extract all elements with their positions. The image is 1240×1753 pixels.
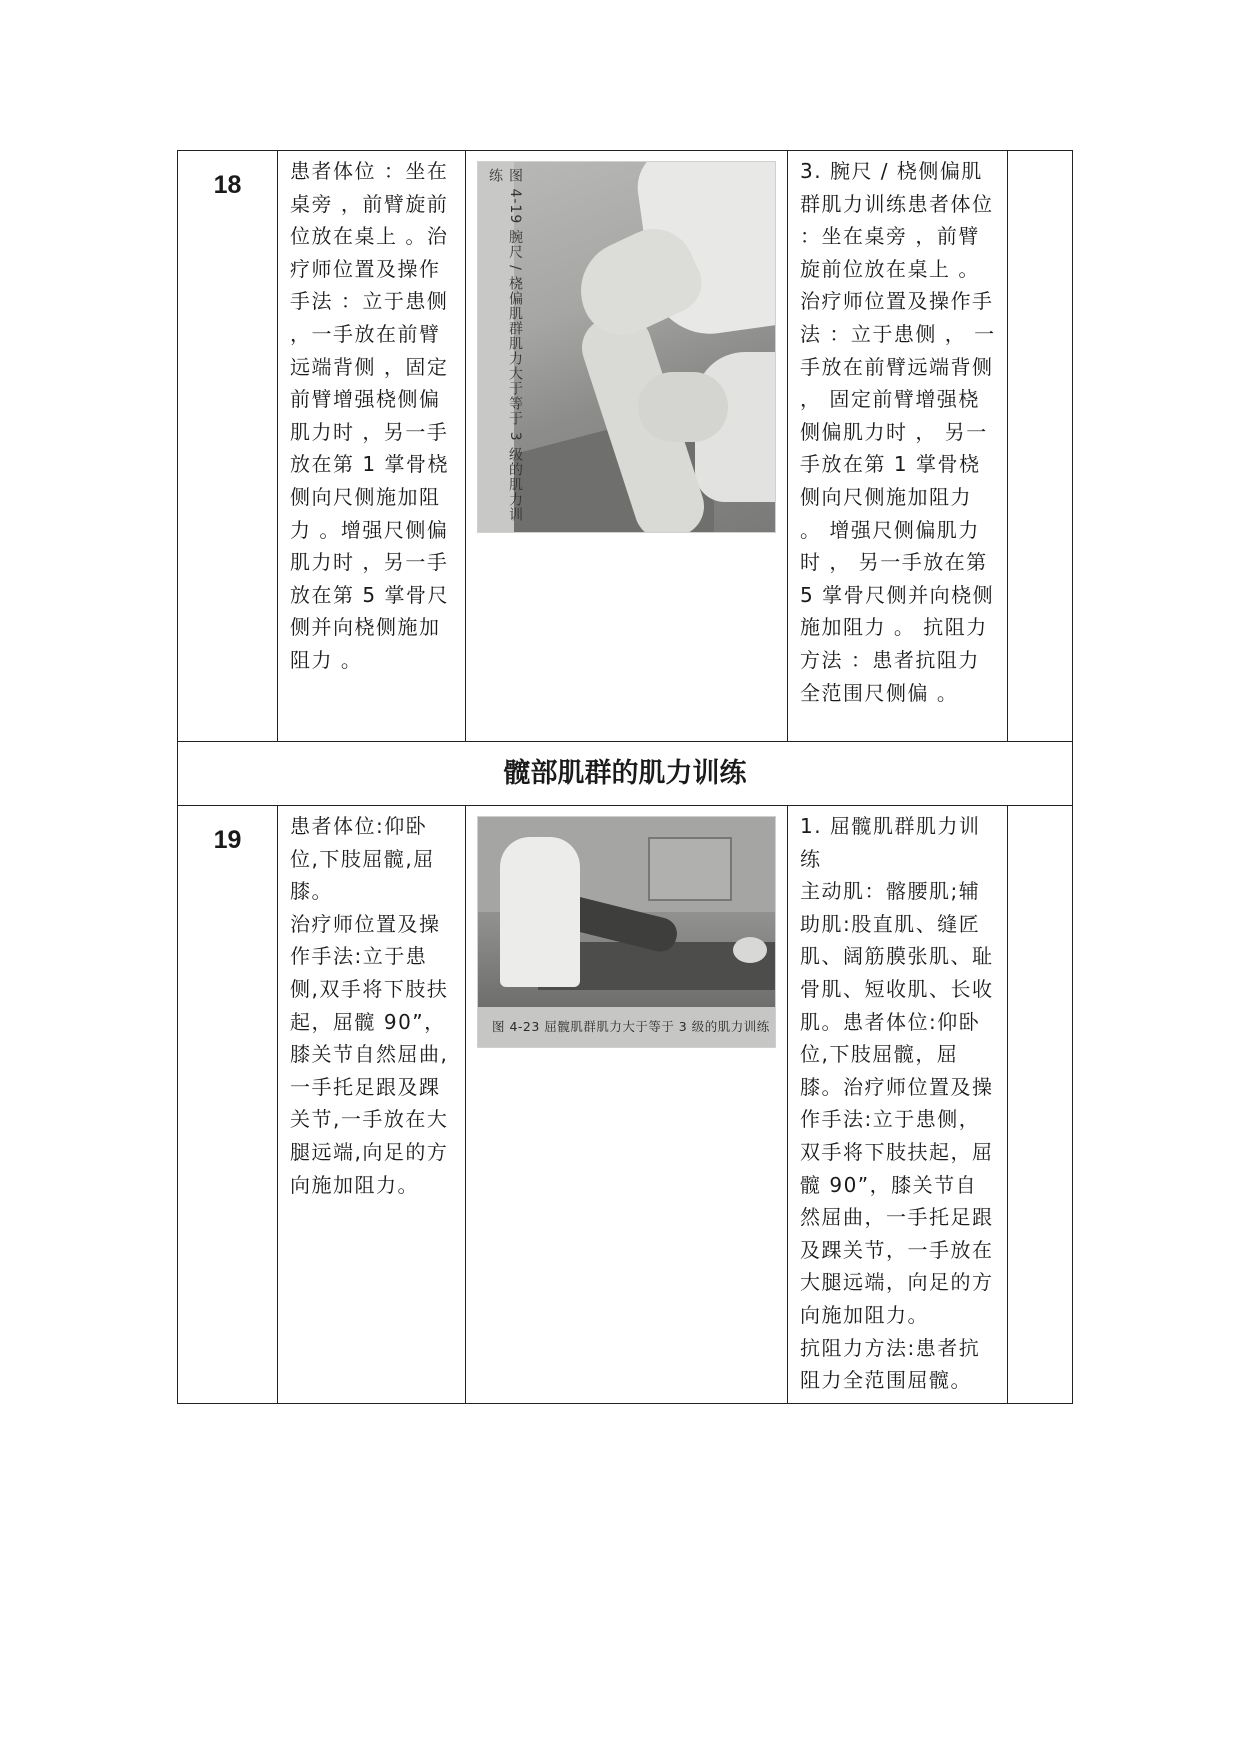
paragraph: 抗阻力方法:患者抗阻力全范围屈髋。 [800, 1335, 981, 1393]
empty-cell [1008, 151, 1073, 742]
paragraph: 治疗师位置及操作手法:立于患侧,双手将下肢扶起，屈髋 90”，膝关节自然屈曲,一手托足跟及踝关节,一手放在大腿远端,向足的方向施加阻力。 [290, 911, 449, 1197]
paragraph: 1. 屈髋肌群肌力训练 [800, 814, 981, 871]
photo-cell [466, 151, 788, 742]
table-row-19 [178, 806, 1073, 1404]
figure-caption: 图 4-23 屈髋肌群肌力大于等于 3 级的肌力训练 [478, 1007, 775, 1047]
wrist-exercise-photo [477, 161, 776, 533]
section-title: 髋部肌群的肌力训练 [178, 742, 1073, 806]
photo-cell [466, 806, 788, 1404]
patient-position-text [278, 806, 466, 1404]
section-row [178, 742, 1073, 806]
hip-exercise-photo [477, 816, 776, 1048]
figure-caption: 图 4-19 腕尺 / 桡偏肌群肌力大于等于 3 级的肌力训练 [487, 168, 523, 523]
exercise-description-text [788, 806, 1008, 1404]
table-row-18 [178, 151, 1073, 742]
paragraph: 患者体位:仰卧位,下肢屈髋,屈膝。 [290, 814, 435, 904]
empty-cell [1008, 806, 1073, 1404]
exercise-description-text: 3. 腕尺 / 桡侧偏肌群肌力训练患者体位 ：坐在桌旁 ，前臂旋前位放在桌上 。 治疗师位置及操作手法 ：立于患侧 ， 一手放在前臂远端背侧 ， 固定前臂增强桡侧偏肌力时 ， 另一手放在第 1 掌骨桡侧向尺侧施加阻力 。 增强尺侧偏肌力时 ， 另一手放在第 5 掌骨尺侧并向桡侧施加阻力 。 抗阻力方法 ：患者抗阻力全范围尺侧偏 。 [788, 151, 1008, 742]
patient-position-text: 患者体位 ：坐在桌旁 ，前臂旋前位放在桌上 。治疗师位置及操作手法 ：立于患侧 ，一手放在前臂远端背侧 ，固定前臂增强桡侧偏肌力时 ，另一手放在第 1 掌骨桡侧向尺侧施加阻力 。增强尺侧偏肌力时 ，另一手放在第 5 掌骨尺侧并向桡侧施加阻力 。 [278, 151, 466, 742]
row-number: 19 [178, 806, 278, 1404]
paragraph: 主动肌：髂腰肌;辅助肌:股直肌、缝匠肌、阔筋膜张肌、耻骨肌、短收肌、长收肌。患者体位:仰卧位,下肢屈髋，屈膝。治疗师位置及操作手法:立于患侧，双手将下肢扶起，屈髋 90”，膝关节自然屈曲，一手托足跟及踝关节，一手放在大腿远端，向足的方向施加阻力。 [800, 879, 994, 1327]
exercise-table [177, 150, 1073, 1404]
row-number: 18 [178, 151, 278, 742]
